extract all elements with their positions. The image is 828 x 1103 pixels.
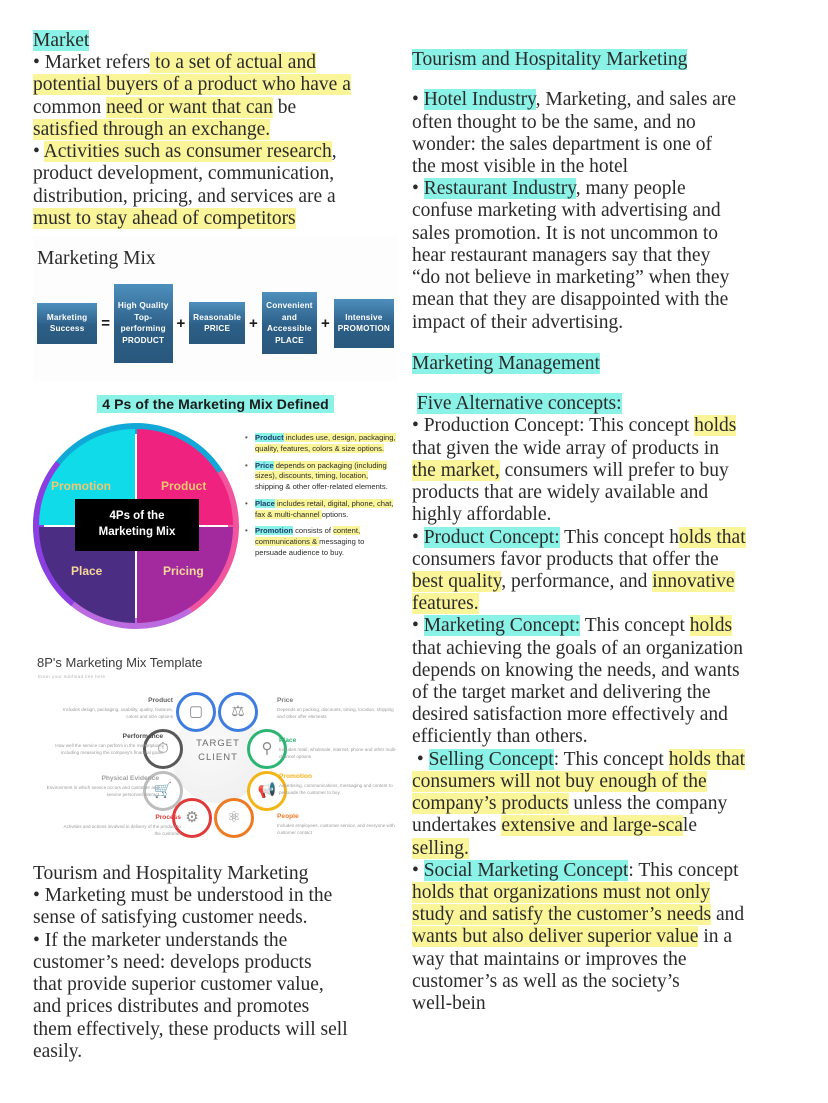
place-icon: ⚲ bbox=[247, 729, 287, 769]
eight-ps-subtitle: Enter your subhead line here bbox=[38, 673, 106, 679]
production-concept-item: • Production Concept: This concept holds that given the wide array of products in the market, consumers will prefer to buy products that are widely available and highly affordable. bbox=[412, 415, 737, 526]
label-desc-physical-evidence: Environment in which service occurs and customer and service personnel interact bbox=[46, 784, 159, 798]
mm-box-product bbox=[114, 284, 173, 363]
note-key-price: Price bbox=[255, 460, 274, 470]
label-name-performance: Performance bbox=[122, 732, 163, 740]
mm-box-place bbox=[262, 292, 317, 354]
mm-box-success-label: Marketing Success bbox=[46, 312, 88, 334]
note-key-promotion: Promotion bbox=[255, 526, 293, 536]
hub-line-1: TARGET bbox=[196, 737, 240, 749]
four-ps-wheel bbox=[33, 421, 241, 633]
label-desc-place: Includes retail, wholesale, internet, phone and other multi-channel options bbox=[279, 746, 397, 760]
market-heading-text: Market bbox=[33, 30, 90, 51]
product-concept-label: Product Concept: bbox=[423, 526, 560, 548]
eight-ps-label-promotion bbox=[279, 773, 397, 796]
eight-ps-label-people bbox=[277, 813, 395, 836]
mm-box-place-label: Convenient and Accessible PLACE bbox=[266, 300, 313, 346]
right-column bbox=[412, 0, 792, 1015]
label-name-process: Process bbox=[155, 813, 181, 821]
quadrant-label-promotion: Promotion bbox=[51, 478, 111, 493]
right-tourism-heading bbox=[412, 48, 792, 71]
five-concepts-heading-text: Five Alternative concepts: bbox=[416, 393, 622, 415]
eight-ps-title: 8P's Marketing Mix Template bbox=[37, 654, 203, 670]
label-desc-price: Depends on packing, discounts, timing, location, shipping and other offer elements bbox=[277, 706, 394, 720]
quadrant-label-product: Product bbox=[161, 478, 207, 493]
selling-concept-item: • Selling Concept: This concept holds that consumers will not buy enough of the company’s products unless the company undertakes extensive and large-scale selling. bbox=[412, 748, 746, 859]
label-name-physical-evidence: Physical Evidence bbox=[101, 774, 159, 782]
four-ps-note-price: • Price depends on packaging (including sizes), discounts, timing, location, shipping & other offer-related elements. bbox=[245, 461, 398, 493]
marketing-concept-label: Marketing Concept: bbox=[423, 615, 581, 637]
restaurant-industry-label: Restaurant Industry bbox=[423, 178, 576, 200]
market-heading bbox=[33, 30, 398, 52]
product-concept-item: • Product Concept: This concept holds that consumers favor products that offer the best quality, performance, and innovative features. bbox=[412, 526, 746, 615]
marketing-management-heading-text: Marketing Management bbox=[412, 352, 600, 374]
mm-operator-plus-2: + bbox=[249, 314, 258, 332]
left-column bbox=[33, 0, 398, 1063]
eight-ps-label-product bbox=[55, 697, 173, 720]
eight-ps-canvas bbox=[33, 679, 398, 837]
label-desc-performance: How well the service can perform in the marketplace, including measuring the company's financial goals bbox=[55, 742, 163, 756]
market-section bbox=[33, 0, 398, 230]
hotel-industry-bullet: • Hotel Industry, Marketing, and sales are often thought to be the same, and no wonder: the sales department is one of the most visible in the hotel bbox=[412, 89, 736, 178]
mm-box-promotion-label: Intensive PROMOTION bbox=[337, 312, 391, 334]
price-icon: ⚖ bbox=[218, 692, 258, 732]
four-ps-title: 4 Ps of the Marketing Mix Defined bbox=[97, 395, 334, 413]
label-name-product: Product bbox=[148, 696, 173, 704]
hub-line-2: CLIENT bbox=[198, 751, 238, 763]
quadrant-label-pricing: Pricing bbox=[163, 563, 204, 578]
marketing-mix-chain bbox=[37, 284, 394, 363]
marketing-concept-item: • Marketing Concept: This concept holds that achieving the goals of an organization depends on knowing the needs, and wants of the target market and delivering the desired satisfaction more effectively and efficiently than others. bbox=[412, 615, 744, 748]
mm-box-promotion bbox=[334, 299, 394, 348]
eight-ps-label-performance bbox=[45, 733, 163, 756]
four-ps-note-product: • Product includes use, design, packaging, quality, features, colors & size options. bbox=[245, 433, 398, 455]
label-desc-process: Activities and actions involved in delivery of the product to the customer bbox=[63, 823, 181, 837]
center-line-2: Marketing Mix bbox=[98, 525, 176, 538]
marketing-mix-title: Marketing Mix bbox=[37, 247, 156, 269]
people-icon: ⚛ bbox=[214, 798, 254, 838]
market-bullet-2: • Activities such as consumer research, product development, communication, distribution, pricing, and services are a must to stay ahead of competitors bbox=[33, 141, 337, 229]
social-marketing-concept-item: • Social Marketing Concept: This concept holds that organizations must not only study and satisfy the customer’s needs and wants but also deliver superior value in a way that maintains or improves the customer’s as well as the society’s well-bein bbox=[412, 859, 745, 1015]
market-bullet-1: • Market refers to a set of actual and potential buyers of a product who have a common need or want that can be satisfied through an exchange. bbox=[33, 52, 351, 140]
label-name-price: Price bbox=[277, 696, 294, 704]
marketing-mix-diagram bbox=[33, 236, 398, 381]
process-icon: ⚙ bbox=[172, 798, 212, 838]
quadrant-label-place: Place bbox=[71, 563, 103, 578]
mm-box-price-label: Reasonable PRICE bbox=[193, 312, 242, 334]
left-tourism-bullet-2: • If the marketer understands the customer’s need: develops products that provide superior customer value, and prices distributes and promotes them effectively, these products will sell easily. bbox=[33, 929, 348, 1062]
center-line-1: 4Ps of the bbox=[109, 510, 165, 523]
restaurant-industry-bullet: • Restaurant Industry, many people confuse marketing with advertising and sales promotion. It is not uncommon to hear restaurant managers say that they “do not believe in marketing” when they mean that they are disappointed with the impact of their advertising. bbox=[412, 178, 730, 333]
four-ps-notes bbox=[241, 421, 398, 565]
eight-ps-label-price bbox=[277, 697, 395, 720]
label-desc-people: Includes employees, customer service, and everyone with customer contact bbox=[277, 822, 395, 836]
mm-operator-equals: = bbox=[101, 314, 110, 332]
label-name-place: Place bbox=[279, 736, 297, 744]
note-key-product: Product bbox=[255, 432, 284, 442]
selling-concept-label: Selling Concept bbox=[428, 748, 554, 770]
label-name-promotion: Promotion bbox=[279, 772, 312, 780]
eight-ps-diagram bbox=[33, 655, 398, 851]
four-ps-note-promotion: • Promotion consists of content, communications & messaging to persuade audience to buy. bbox=[245, 526, 398, 558]
mm-operator-plus-1: + bbox=[176, 314, 186, 332]
label-desc-promotion: Advertising, communications, messaging and content to persuade the customer to buy bbox=[279, 782, 393, 796]
five-concepts-heading bbox=[412, 393, 792, 415]
four-ps-center-label bbox=[75, 499, 199, 551]
note-key-place: Place bbox=[255, 498, 275, 508]
eight-ps-label-physical-evidence bbox=[41, 775, 159, 798]
eight-ps-label-place bbox=[279, 737, 397, 760]
promotion-icon: 📢 bbox=[247, 771, 287, 811]
four-ps-diagram bbox=[33, 395, 398, 639]
label-desc-product: Includes design, packaging, usability, quality, features, colors and size options bbox=[62, 706, 173, 720]
mm-box-success bbox=[37, 303, 97, 344]
physical-evidence-icon: 🛒 bbox=[143, 771, 183, 811]
eight-ps-label-process bbox=[63, 814, 181, 837]
left-tourism-heading: Tourism and Hospitality Marketing bbox=[33, 862, 309, 884]
mm-box-product-label: High Quality Top-performing PRODUCT bbox=[117, 300, 169, 346]
marketing-management-heading bbox=[412, 352, 792, 375]
left-tourism-bullet-1: • Marketing must be understood in the sense of satisfying customer needs. bbox=[33, 885, 333, 929]
mm-operator-plus-3: + bbox=[321, 314, 330, 332]
left-tourism-section bbox=[33, 863, 398, 1063]
product-icon: ▢ bbox=[176, 692, 216, 732]
label-name-people: People bbox=[277, 812, 299, 820]
performance-icon: ⏱ bbox=[143, 729, 183, 769]
four-ps-note-place: • Place includes retail, digital, phone, chat, fax & multi-channel options. bbox=[245, 499, 398, 521]
mm-box-price bbox=[189, 302, 245, 344]
social-marketing-concept-label: Social Marketing Concept bbox=[423, 859, 629, 881]
right-tourism-heading-text: Tourism and Hospitality Marketing bbox=[412, 49, 688, 70]
hotel-industry-label: Hotel Industry bbox=[423, 89, 536, 111]
